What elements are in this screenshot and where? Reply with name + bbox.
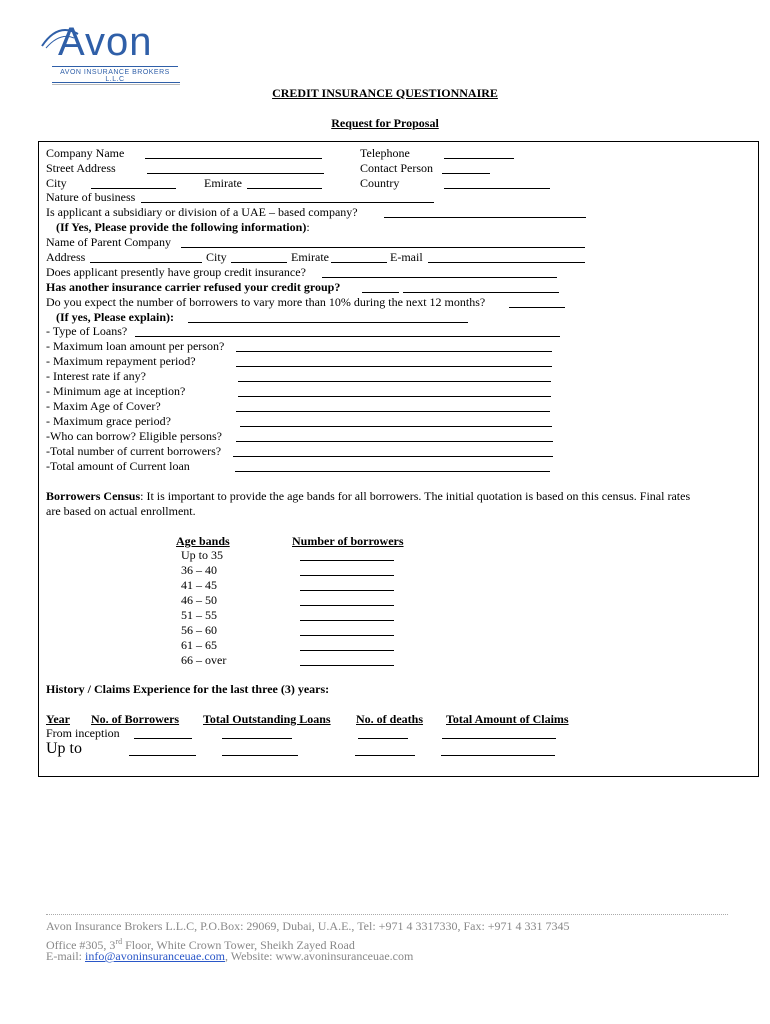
city-field[interactable] (91, 188, 176, 189)
borrowers-count-field[interactable] (300, 560, 394, 561)
history-row-inception: From inception (46, 726, 120, 740)
address-label: Address (46, 250, 86, 264)
vary-field[interactable] (509, 307, 565, 308)
footer-office-sup: rd (115, 937, 123, 946)
telephone-label: Telephone (360, 146, 410, 160)
inception-outstanding-field[interactable] (222, 738, 292, 739)
group-credit-field[interactable] (322, 277, 557, 278)
number-of-borrowers-header: Number of borrowers (292, 534, 404, 548)
loan-item-field[interactable] (238, 396, 551, 397)
group-credit-question: Does applicant presently have group credit insurance? (46, 265, 306, 279)
footer-office-pre: Office #305, 3 (46, 938, 116, 952)
age-band: 36 – 40 (181, 563, 217, 577)
inception-borrowers-field[interactable] (134, 738, 192, 739)
history-col-outstanding: Total Outstanding Loans (203, 712, 331, 726)
email-field[interactable] (428, 262, 585, 263)
address-field[interactable] (90, 262, 202, 263)
census-paragraph-line2: are based on actual enrollment. (46, 504, 196, 518)
age-band: 66 – over (181, 653, 227, 667)
contact-person-label: Contact Person (360, 161, 433, 175)
history-col-deaths: No. of deaths (356, 712, 424, 726)
borrowers-count-field[interactable] (300, 605, 394, 606)
borrowers-count-field[interactable] (300, 635, 394, 636)
loan-item-field[interactable] (236, 351, 552, 352)
age-band: 46 – 50 (181, 593, 217, 607)
explain-field[interactable] (188, 322, 468, 323)
if-yes-provide-text: (If Yes, Please provide the following information) (56, 220, 307, 234)
parent-company-label: Name of Parent Company (46, 235, 171, 249)
country-label: Country (360, 176, 400, 190)
loan-item-field[interactable] (240, 426, 552, 427)
company-name-label: Company Name (46, 146, 125, 160)
upto-outstanding-field[interactable] (222, 755, 298, 756)
nature-of-business-field[interactable] (141, 202, 434, 203)
borrowers-count-field[interactable] (300, 620, 394, 621)
address-city-field[interactable] (231, 262, 287, 263)
upto-deaths-field[interactable] (355, 755, 415, 756)
list-item: -Total amount of Current loan (46, 459, 190, 473)
refused-question: Has another insurance carrier refused your credit group? (46, 280, 341, 294)
footer-email-label: E-mail: (46, 949, 85, 963)
document-title: CREDIT INSURANCE QUESTIONNAIRE (272, 86, 498, 100)
loan-item-field[interactable] (236, 366, 552, 367)
logo-divider (52, 82, 180, 85)
inception-claims-field[interactable] (442, 738, 556, 739)
age-band: 61 – 65 (181, 638, 217, 652)
list-item: -Total number of current borrowers? (46, 444, 222, 458)
age-band: 51 – 55 (181, 608, 217, 622)
list-item: - Maximum repayment period? (46, 354, 196, 368)
address-emirate-field[interactable] (331, 262, 387, 263)
logo-wordmark: Avon (58, 20, 153, 64)
footer-website: , Website: www.avoninsuranceuae.com (225, 949, 414, 963)
street-address-label: Street Address (46, 161, 116, 175)
contact-person-field[interactable] (442, 173, 490, 174)
loan-item-field[interactable] (233, 456, 553, 457)
history-col-borrowers: No. of Borrowers (91, 712, 180, 726)
country-field[interactable] (444, 188, 550, 189)
inception-deaths-field[interactable] (358, 738, 408, 739)
upto-borrowers-field[interactable] (129, 755, 196, 756)
history-row-upto: Up to (46, 740, 82, 757)
list-item: - Maximum loan amount per person? (46, 339, 225, 353)
refused-field[interactable] (403, 292, 559, 293)
subsidiary-question: Is applicant a subsidiary or division of a UAE – based company? (46, 205, 358, 219)
loan-item-field[interactable] (235, 471, 550, 472)
document-subtitle: Request for Proposal (331, 116, 439, 130)
age-band: 56 – 60 (181, 623, 217, 637)
logo-subtitle: AVON INSURANCE BROKERS L.L.C (52, 66, 178, 83)
telephone-field[interactable] (444, 158, 514, 159)
company-name-field[interactable] (145, 158, 322, 159)
loan-item-field[interactable] (236, 411, 550, 412)
parent-company-field[interactable] (181, 247, 585, 248)
refused-field-short[interactable] (362, 292, 399, 293)
census-text: : It is important to provide the age bands for all borrowers. The initial quotation is based on this census. Final rates (140, 489, 691, 503)
borrowers-count-field[interactable] (300, 650, 394, 651)
if-yes-provide-colon: : (306, 220, 310, 234)
borrowers-count-field[interactable] (300, 575, 394, 576)
census-paragraph-line1 (46, 489, 690, 503)
list-item: - Interest rate if any? (46, 369, 146, 383)
list-item: - Minimum age at inception? (46, 384, 186, 398)
list-item: - Maximum grace period? (46, 414, 171, 428)
borrowers-count-field[interactable] (300, 590, 394, 591)
email-link[interactable]: info@avoninsuranceuae.com (85, 949, 225, 963)
history-col-claims: Total Amount of Claims (446, 712, 569, 726)
footer-divider (46, 914, 728, 915)
address-emirate-label: Emirate (291, 250, 329, 264)
vary-question: Do you expect the number of borrowers to vary more than 10% during the next 12 months? (46, 295, 486, 309)
if-yes-provide-note (56, 220, 310, 234)
loan-item-field[interactable] (238, 381, 551, 382)
history-col-year: Year (46, 712, 70, 726)
list-item: -Who can borrow? Eligible persons? (46, 429, 222, 443)
emirate-label: Emirate (204, 176, 242, 190)
loan-item-field[interactable] (135, 336, 560, 337)
subsidiary-field[interactable] (384, 217, 586, 218)
age-bands-header: Age bands (176, 534, 230, 548)
loan-item-field[interactable] (236, 441, 553, 442)
emirate-field[interactable] (247, 188, 322, 189)
borrowers-count-field[interactable] (300, 665, 394, 666)
city-label: City (46, 176, 67, 190)
if-yes-explain-label: (If yes, Please explain): (56, 310, 174, 324)
address-city-label: City (206, 250, 227, 264)
footer-address: Avon Insurance Brokers L.L.C, P.O.Box: 29069, Dubai, U.A.E., Tel: +971 4 3317330, Fax: +971 4 331 7345 (46, 919, 570, 933)
footer-office-post: Floor, White Crown Tower, Sheikh Zayed Road (122, 938, 355, 952)
email-label: E-mail (390, 250, 423, 264)
upto-claims-field[interactable] (441, 755, 555, 756)
nature-of-business-label: Nature of business (46, 190, 136, 204)
street-address-field[interactable] (147, 173, 324, 174)
footer-contact (46, 949, 413, 964)
census-label: Borrowers Census (46, 489, 141, 503)
age-band: 41 – 45 (181, 578, 217, 592)
list-item: - Maxim Age of Cover? (46, 399, 161, 413)
list-item: - Type of Loans? (46, 324, 128, 338)
age-band: Up to 35 (181, 548, 223, 562)
history-heading: History / Claims Experience for the last three (3) years: (46, 682, 330, 696)
